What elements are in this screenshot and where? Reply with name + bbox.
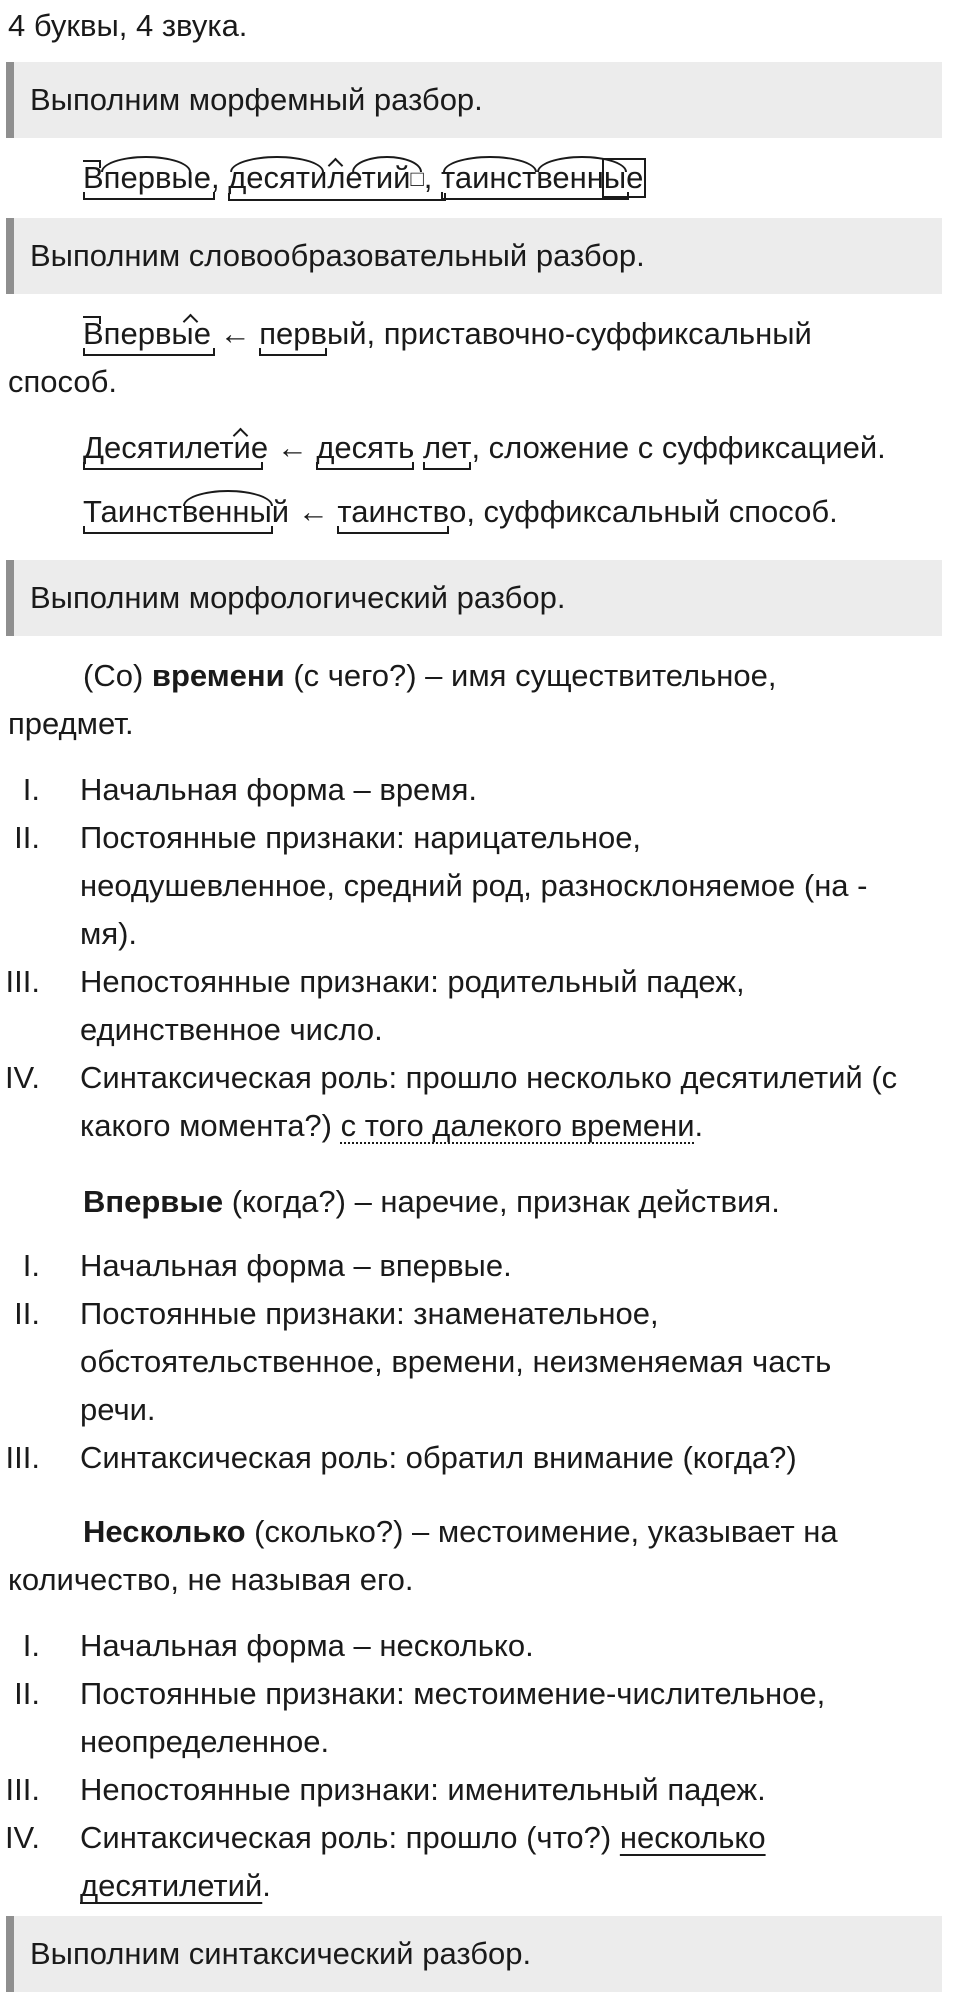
derivation-arrow: ← xyxy=(276,430,308,465)
list-item: II. Постоянные признаки: местоимение-числительное, неопределенное. xyxy=(14,1676,826,1759)
morpheme-analysis-line: Впервые, десятилетий□, таинственн ые xyxy=(8,154,952,203)
section-header-syntax: Выполним синтаксический разбор. xyxy=(6,1916,942,1992)
prefix-mark xyxy=(83,316,101,324)
stem-mark xyxy=(83,462,263,470)
wordform-line-1: Впервые ← первый, приставочно-суффиксальный xyxy=(8,310,952,358)
section-header-morphology: Выполним морфологический разбор. xyxy=(6,560,942,636)
root-mark xyxy=(230,156,324,170)
prefix-mark xyxy=(83,160,101,168)
morpheme-word-vpervye: Впервые xyxy=(83,154,211,202)
subject-underline: несколько xyxy=(619,1820,766,1855)
list-item: IV. Синтаксическая роль: прошло несколько десятилетий (с какого момента?) с того далекого времени. xyxy=(4,1060,898,1143)
stem-mark xyxy=(228,193,446,201)
morph-neskolko-intro-cont: количество, не называя его. xyxy=(8,1562,414,1597)
stem-mark xyxy=(83,526,273,534)
root-mark xyxy=(352,156,422,170)
base-word: таинств xyxy=(337,488,449,536)
wordform-word-vpervye: Впервые xyxy=(83,310,211,358)
morph-vremeni-intro-cont: предмет. xyxy=(8,706,134,741)
wordform-line-1-cont: способ. xyxy=(8,364,117,399)
suffix-mark xyxy=(233,426,251,442)
morph-neskolko-intro: Несколько (сколько?) – местоимение, указывает на xyxy=(83,1514,838,1549)
base-word: десять xyxy=(316,424,414,472)
wordform-word-desyatiletie: Десятилетие xyxy=(83,424,268,472)
list-item: I. Начальная форма – впервые. xyxy=(22,1248,512,1283)
suffix-mark xyxy=(183,312,213,328)
subject-underline: десятилетий xyxy=(80,1868,263,1903)
root-mark xyxy=(101,156,191,170)
morph-vpervye-list xyxy=(0,1242,950,1482)
list-item: IV. Синтаксическая роль: прошло (что?) несколько десятилетий. xyxy=(4,1820,766,1903)
stem-mark xyxy=(83,192,215,200)
list-item: II. Постоянные признаки: знаменательное, обстоятельственное, времени, неизменяемая часть речи. xyxy=(14,1296,832,1427)
morpheme-word-desyatiletiy: десятилетий□ xyxy=(228,154,424,203)
section-header-morpheme: Выполним морфемный разбор. xyxy=(6,62,942,138)
morph-vremeni-intro: (Со) времени (с чего?) – имя существительное, xyxy=(83,658,777,693)
list-item: III. Непостоянные признаки: родительный падеж, единственное число. xyxy=(5,964,745,1047)
list-item: I. Начальная форма – время. xyxy=(22,772,478,807)
wordform-word-tainstvennyy: Таинственный xyxy=(83,488,289,536)
derivation-arrow: ← xyxy=(219,316,251,351)
derivation-arrow: ← xyxy=(297,494,329,529)
morph-neskolko-list xyxy=(0,1622,950,1910)
section-header-wordformation: Выполним словообразовательный разбор. xyxy=(6,218,942,294)
list-item: I. Начальная форма – несколько. xyxy=(22,1628,534,1663)
wordform-line-3: Таинственный ← таинство, суффиксальный способ. xyxy=(8,488,952,536)
stem-mark xyxy=(441,192,629,200)
morph-vpervye-intro: Впервые (когда?) – наречие, признак действия. xyxy=(83,1184,780,1219)
base-word: лет xyxy=(423,424,472,472)
wordform-line-2: Десятилетие ← десять лет, сложение с суффиксацией. xyxy=(8,424,952,472)
adverbial-modifier-underline: с того далекого времени xyxy=(340,1108,695,1143)
list-item: III. Непостоянные признаки: именительный падеж. xyxy=(5,1772,766,1807)
suffix-mark xyxy=(328,156,346,172)
root-mark xyxy=(443,156,537,170)
ending-mark: ые xyxy=(604,154,644,202)
morph-vremeni-list xyxy=(0,766,950,1150)
list-item: II. Постоянные признаки: нарицательное, неодушевленное, средний род, разносклоняемое (на - мя). xyxy=(14,820,868,951)
empty-ending-icon: □ xyxy=(410,166,424,191)
suffix-mark xyxy=(183,490,273,504)
intro-line: 4 буквы, 4 звука. xyxy=(8,8,248,43)
stem-mark xyxy=(83,348,215,356)
list-item: III. Синтаксическая роль: обратил внимание (когда?) xyxy=(5,1440,797,1475)
base-word: перв xyxy=(259,310,327,358)
morpheme-word-tainstvennye: таинственн ые xyxy=(441,154,643,202)
